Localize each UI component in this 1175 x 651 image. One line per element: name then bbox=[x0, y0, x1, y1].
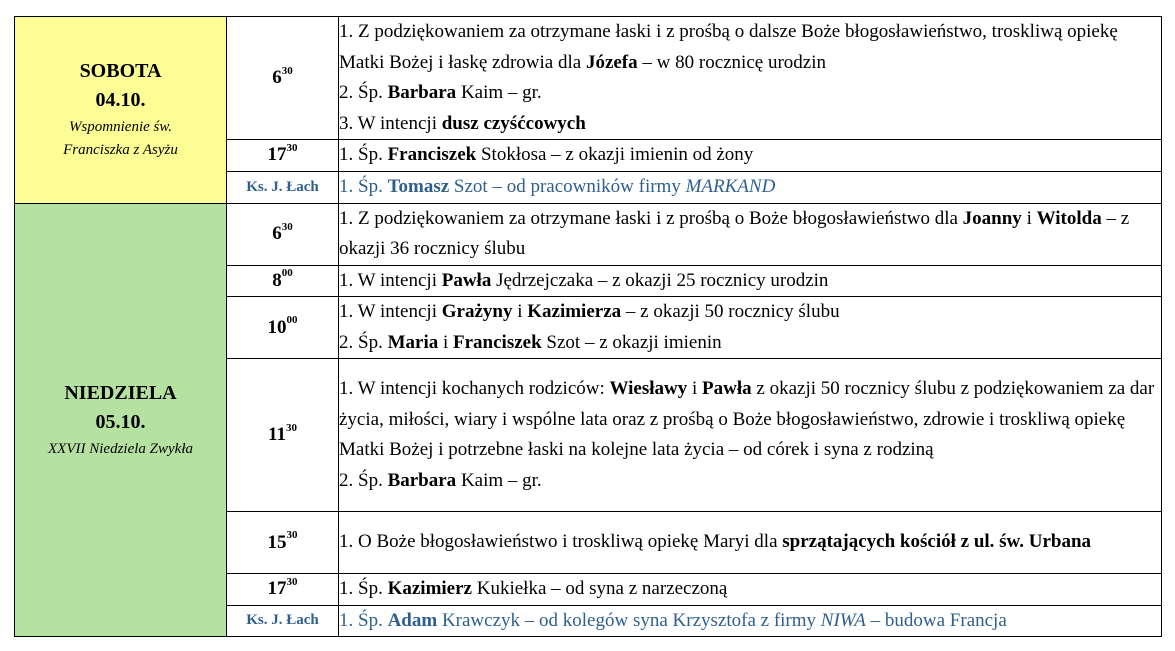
mass-time: $10^{00}$ bbox=[227, 297, 339, 359]
sunday-row-0630 bbox=[15, 203, 1162, 265]
intention: 1. W intencji Pawła Jędrzejczaka – z okazji 25 rocznicy urodzin bbox=[339, 269, 829, 291]
intentions-cell bbox=[339, 140, 1162, 172]
intention: 3. W intencji dusz czyśćcowych bbox=[339, 112, 586, 134]
mass-time: $11^{30}$ bbox=[227, 359, 339, 512]
saturday-row-0630 bbox=[15, 17, 1162, 140]
intentions-cell bbox=[339, 17, 1162, 140]
intention: 1. Z podziękowaniem za otrzymane łaski i z prośbą o Boże błogosławieństwo dla Joanny i Witolda – z okazji 36 rocznicy ślubu bbox=[339, 207, 1130, 259]
intention: 1. O Boże błogosławieństwo i troskliwą opiekę Maryi dla sprzątających kościół z ul. św. Urbana bbox=[339, 531, 1092, 553]
day-name: SOBOTA bbox=[79, 60, 162, 83]
intentions-cell bbox=[339, 171, 1162, 203]
intentions-cell bbox=[339, 574, 1162, 606]
feast-name: XXVII Niedziela Zwykła bbox=[48, 440, 193, 457]
mass-time: $8^{00}$ bbox=[227, 265, 339, 297]
intention: 2. Śp. Barbara Kaim – gr. bbox=[339, 82, 542, 103]
day-date: 05.10. bbox=[95, 410, 146, 433]
saturday-day-cell bbox=[15, 17, 227, 204]
mass-time: $6^{30}$ bbox=[227, 17, 339, 140]
day-name: NIEDZIELA bbox=[64, 381, 177, 404]
intentions-cell bbox=[339, 297, 1162, 359]
feast-name: Wspomnienie św. Franciszka z Asyżu bbox=[63, 119, 178, 159]
intention: 1. Śp. Franciszek Stokłosa – z okazji imienin od żony bbox=[339, 144, 754, 165]
priest-name: Ks. J. Łach bbox=[227, 605, 339, 637]
mass-time: $17^{30}$ bbox=[227, 574, 339, 606]
mass-time: $17^{30}$ bbox=[227, 140, 339, 172]
intention: 1. Śp. Adam Krawczyk – od kolegów syna Krzysztofa z firmy NIWA – budowa Francja bbox=[339, 609, 1007, 631]
mass-time: $15^{30}$ bbox=[227, 512, 339, 574]
intention: 1. Śp. Tomasz Szot – od pracowników firmy MARKAND bbox=[339, 175, 776, 197]
intentions-cell bbox=[339, 512, 1162, 574]
day-date: 04.10. bbox=[95, 89, 146, 112]
intention: 1. W intencji Grażyny i Kazimierza – z okazji 50 rocznicy ślubu bbox=[339, 301, 840, 322]
intention: 1. Z podziękowaniem za otrzymane łaski i z prośbą o dalsze Boże błogosławieństwo, troskliwą opiekę Matki Bożej i łaskę zdrowia dla Józefa – w 80 rocznicę urodzin bbox=[339, 21, 1118, 73]
intentions-cell bbox=[339, 265, 1162, 297]
intentions-cell bbox=[339, 605, 1162, 637]
priest-name: Ks. J. Łach bbox=[227, 171, 339, 203]
sunday-day-cell bbox=[15, 203, 227, 637]
mass-intentions-table bbox=[14, 16, 1162, 637]
intentions-cell bbox=[339, 359, 1162, 512]
mass-time: $6^{30}$ bbox=[227, 203, 339, 265]
intention: 1. W intencji kochanych rodziców: Wiesławy i Pawła z okazji 50 rocznicy ślubu z podziękowaniem za dar życia, miłości, wiary i wspólne lata oraz z prośbą o Boże błogosławieństwo, zdrowie i troskliwą opiekę Matki Bożej i potrzebne łaski na kolejne lata życia – od córek i syna z rodziną bbox=[339, 378, 1155, 460]
intention: 1. Śp. Kazimierz Kukiełka – od syna z narzeczoną bbox=[339, 578, 728, 599]
intention: 2. Śp. Maria i Franciszek Szot – z okazji imienin bbox=[339, 331, 722, 353]
intentions-cell bbox=[339, 203, 1162, 265]
intention: 2. Śp. Barbara Kaim – gr. bbox=[339, 469, 542, 491]
